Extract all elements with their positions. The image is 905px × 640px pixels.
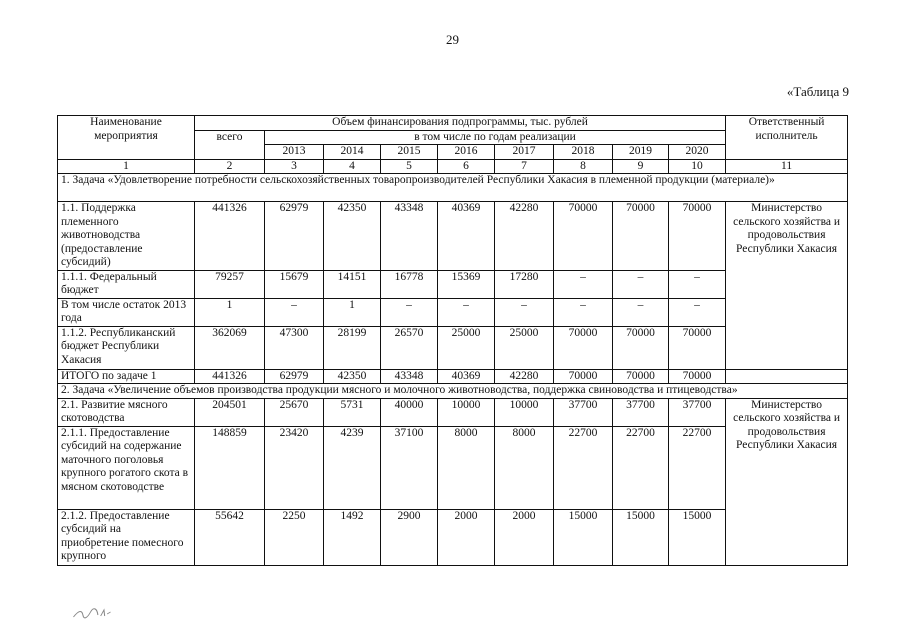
value-cell: 43348 [381, 202, 438, 271]
value-cell: 28199 [324, 326, 381, 369]
header-year: 2013 [265, 145, 324, 160]
value-cell: 37700 [554, 398, 613, 426]
financing-table [57, 115, 848, 566]
row-name: В том числе остаток 2013 года [58, 298, 195, 326]
row-name: 2.1. Развитие мясного скотоводства [58, 398, 195, 426]
value-cell: 42280 [495, 369, 554, 384]
row-name: 1.1.1. Федеральный бюджет [58, 270, 195, 298]
value-cell: 2000 [438, 509, 495, 565]
row-name: 1.1.2. Республиканский бюджет Республики Хакасия [58, 326, 195, 369]
handwritten-mark [70, 606, 114, 623]
value-cell: – [438, 298, 495, 326]
value-cell: 55642 [195, 509, 265, 565]
scribble-icon [71, 606, 114, 620]
value-cell: – [381, 298, 438, 326]
row-name: 2.1.1. Предоставление субсидий на содержание маточного поголовья крупного рогатого скота в мясном скотоводстве [58, 426, 195, 509]
header-year: 2015 [381, 145, 438, 160]
column-number: 9 [613, 159, 669, 174]
task-2-title: 2. Задача «Увеличение объемов производства продукции мясного и молочного животноводства, поддержка свиноводства и птицеводства» [58, 384, 848, 399]
value-cell: 15000 [613, 509, 669, 565]
value-cell: 10000 [495, 398, 554, 426]
header-year: 2014 [324, 145, 381, 160]
value-cell: 441326 [195, 369, 265, 384]
empty-cell [726, 369, 848, 384]
column-number: 11 [726, 159, 848, 174]
value-cell: 8000 [495, 426, 554, 509]
column-number: 1 [58, 159, 195, 174]
column-number: 6 [438, 159, 495, 174]
value-cell: 15369 [438, 270, 495, 298]
value-cell: 40000 [381, 398, 438, 426]
value-cell: – [613, 270, 669, 298]
value-cell: 25000 [495, 326, 554, 369]
value-cell: 8000 [438, 426, 495, 509]
value-cell: 42350 [324, 369, 381, 384]
header-responsible-col: Ответственный исполнитель [726, 116, 848, 160]
header-funding-title: Объем финансирования подпрограммы, тыс. рублей [195, 116, 726, 131]
value-cell: 70000 [613, 202, 669, 271]
task-2-responsible: Министерство сельского хозяйства и продовольствия Республики Хакасия [726, 398, 848, 565]
value-cell: 43348 [381, 369, 438, 384]
value-cell: 148859 [195, 426, 265, 509]
column-number: 7 [495, 159, 554, 174]
value-cell: 14151 [324, 270, 381, 298]
value-cell: 22700 [554, 426, 613, 509]
column-number: 4 [324, 159, 381, 174]
value-cell: 362069 [195, 326, 265, 369]
value-cell: 37100 [381, 426, 438, 509]
header-year: 2017 [495, 145, 554, 160]
value-cell: 22700 [669, 426, 726, 509]
value-cell: 62979 [265, 202, 324, 271]
value-cell: 2000 [495, 509, 554, 565]
header-name-col: Наименование мероприятия [58, 116, 195, 160]
value-cell: – [554, 270, 613, 298]
row-name: 1.1. Поддержка племенного животноводства (предоставление субсидий) [58, 202, 195, 271]
value-cell: – [495, 298, 554, 326]
task-1-title: 1. Задача «Удовлетворение потребности сельскохозяйственных товаропроизводителей Республики Хакасия в племенной продукции (материале)» [58, 174, 848, 202]
value-cell: 42280 [495, 202, 554, 271]
table-row-total [58, 369, 848, 384]
row-name: ИТОГО по задаче 1 [58, 369, 195, 384]
value-cell: 15000 [669, 509, 726, 565]
header-year: 2019 [613, 145, 669, 160]
value-cell: 70000 [554, 326, 613, 369]
value-cell: 1 [195, 298, 265, 326]
column-number: 8 [554, 159, 613, 174]
value-cell: 42350 [324, 202, 381, 271]
value-cell: 2250 [265, 509, 324, 565]
header-year: 2020 [669, 145, 726, 160]
value-cell: – [613, 298, 669, 326]
header-by-years-title: в том числе по годам реализации [265, 130, 726, 145]
value-cell: 22700 [613, 426, 669, 509]
value-cell: 25000 [438, 326, 495, 369]
value-cell: 70000 [613, 326, 669, 369]
value-cell: 15000 [554, 509, 613, 565]
value-cell: – [669, 270, 726, 298]
value-cell: 4239 [324, 426, 381, 509]
value-cell: 70000 [669, 369, 726, 384]
value-cell: 37700 [669, 398, 726, 426]
value-cell: 10000 [438, 398, 495, 426]
value-cell: 25670 [265, 398, 324, 426]
value-cell: – [265, 298, 324, 326]
value-cell: 2900 [381, 509, 438, 565]
value-cell: 70000 [554, 369, 613, 384]
value-cell: – [669, 298, 726, 326]
value-cell: 23420 [265, 426, 324, 509]
table-caption: «Таблица 9 [786, 84, 849, 99]
value-cell: 70000 [669, 326, 726, 369]
value-cell: 47300 [265, 326, 324, 369]
value-cell: 37700 [613, 398, 669, 426]
value-cell: 441326 [195, 202, 265, 271]
value-cell: 1492 [324, 509, 381, 565]
value-cell: 5731 [324, 398, 381, 426]
column-number: 10 [669, 159, 726, 174]
page-number: 29 [446, 32, 459, 47]
value-cell: 1 [324, 298, 381, 326]
column-number: 3 [265, 159, 324, 174]
task-1-responsible: Министерство сельского хозяйства и продовольствия Республики Хакасия [726, 202, 848, 370]
value-cell: 17280 [495, 270, 554, 298]
value-cell: – [554, 298, 613, 326]
header-total-col: всего [195, 130, 265, 159]
value-cell: 79257 [195, 270, 265, 298]
value-cell: 204501 [195, 398, 265, 426]
value-cell: 16778 [381, 270, 438, 298]
value-cell: 62979 [265, 369, 324, 384]
table-row [58, 202, 848, 271]
value-cell: 70000 [669, 202, 726, 271]
column-number: 2 [195, 159, 265, 174]
header-year: 2016 [438, 145, 495, 160]
value-cell: 15679 [265, 270, 324, 298]
value-cell: 70000 [554, 202, 613, 271]
value-cell: 70000 [613, 369, 669, 384]
value-cell: 40369 [438, 202, 495, 271]
value-cell: 40369 [438, 369, 495, 384]
column-number: 5 [381, 159, 438, 174]
row-name: 2.1.2. Предоставление субсидий на приобретение помесного крупного [58, 509, 195, 565]
header-year: 2018 [554, 145, 613, 160]
table-row [58, 398, 848, 426]
value-cell: 26570 [381, 326, 438, 369]
